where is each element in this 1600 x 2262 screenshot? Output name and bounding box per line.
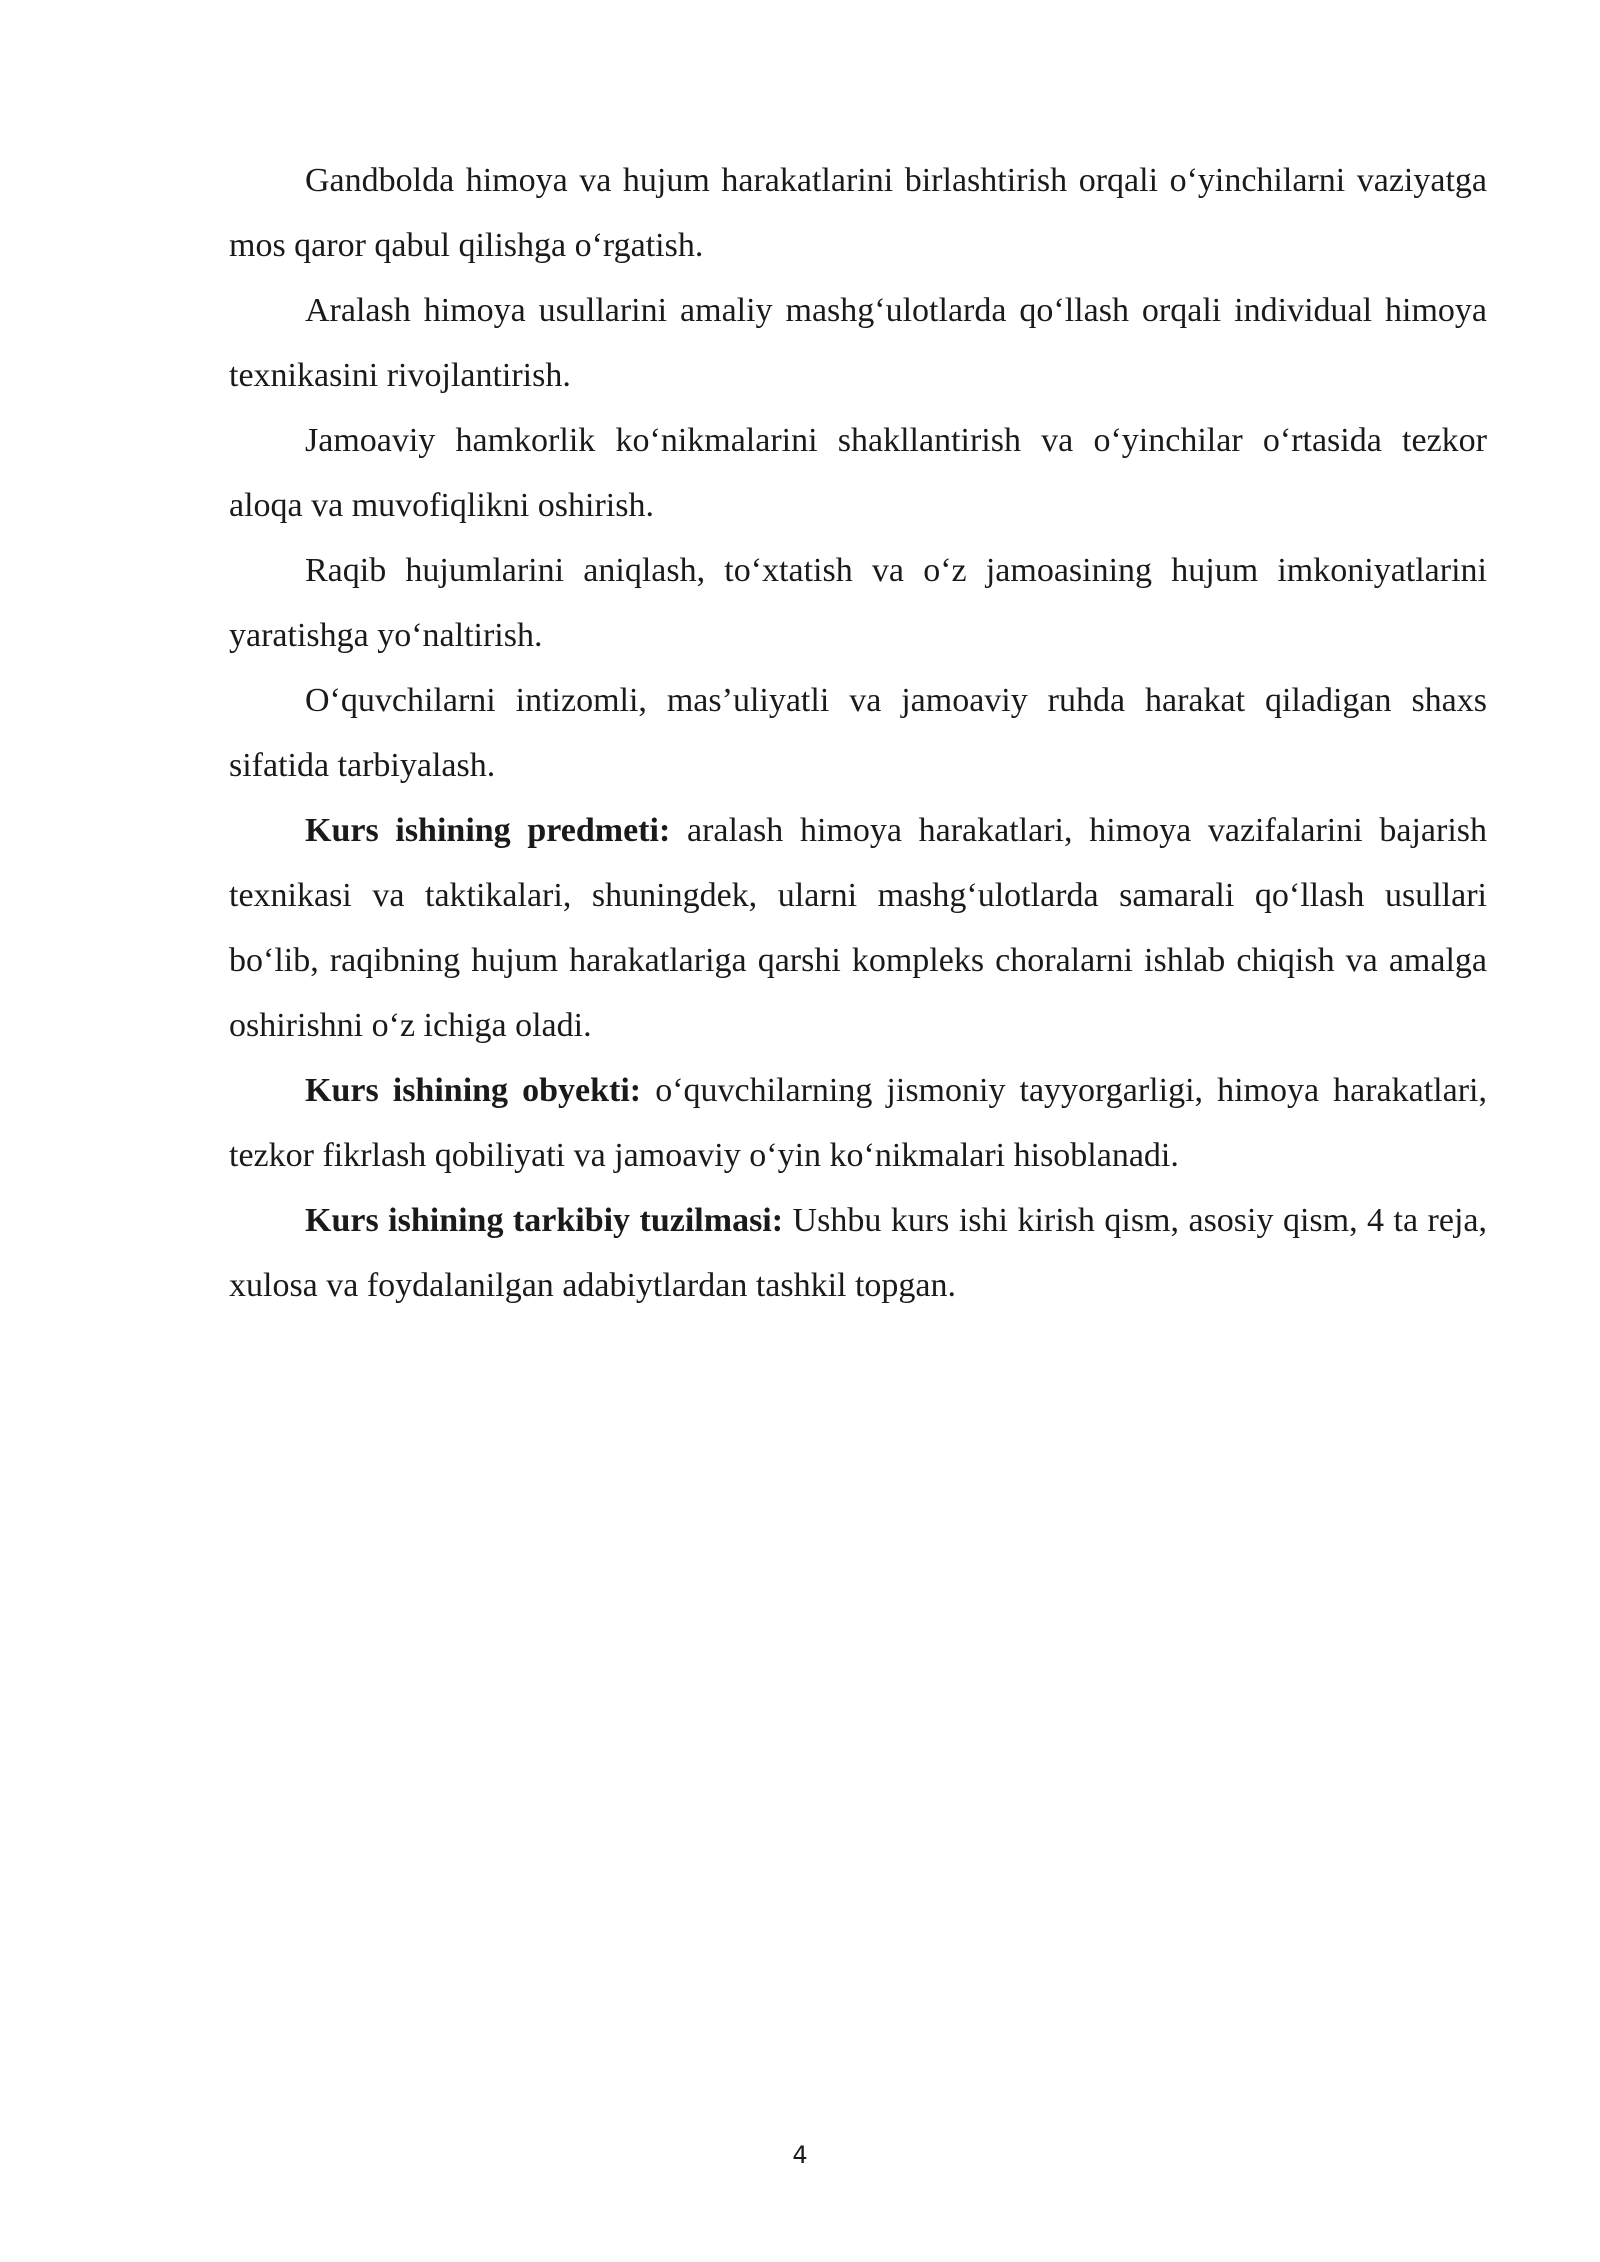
- paragraph-structure: [229, 1188, 1487, 1318]
- paragraph-object: [229, 1058, 1487, 1188]
- paragraph-text: Ushbu kurs ishi kirish qism, asosiy qism, 4 ta reja, xulosa va foydalanilgan adabiytlardan tashkil topgan.: [229, 1202, 1487, 1304]
- paragraph-text: o‘quvchilarning jismoniy tayyorgarligi, himoya harakatlari, tezkor fikrlash qobiliyati va jamoaviy o‘yin ko‘nikmalari hisoblanadi.: [229, 1072, 1487, 1174]
- paragraph-text: aralash himoya harakatlari, himoya vazifalarini bajarish texnikasi va taktikalari, shuningdek, ularni mashg‘ulotlarda samarali qo‘llash usullari bo‘lib, raqibning hujum harakatlariga qarshi kompleks choralarni ishlab chiqish va amalga oshirishni o‘z ichiga oladi.: [229, 812, 1487, 1044]
- paragraph-text: Aralash himoya usullarini amaliy mashg‘ulotlarda qo‘llash orqali individual himoya texnikasini rivojlantirish.: [229, 292, 1487, 394]
- paragraph-text: Jamoaviy hamkorlik ko‘nikmalarini shakllantirish va o‘yinchilar o‘rtasida tezkor aloqa va muvofiqlikni oshirish.: [229, 422, 1487, 524]
- paragraph-goal-3: [229, 408, 1487, 538]
- paragraph-text: O‘quvchilarni intizomli, mas’uliyatli va jamoaviy ruhda harakat qiladigan shaxs sifatida tarbiyalash.: [229, 682, 1487, 784]
- paragraph-label: Kurs ishining tarkibiy tuzilmasi:: [305, 1202, 784, 1239]
- paragraph-subject: [229, 798, 1487, 1058]
- page-number: 4: [792, 2141, 808, 2169]
- paragraph-goal-1: [229, 148, 1487, 278]
- paragraph-text: Gandbolda himoya va hujum harakatlarini birlashtirish orqali o‘yinchilarni vaziyatga mos qaror qabul qilishga o‘rgatish.: [229, 162, 1487, 264]
- paragraph-goal-2: [229, 278, 1487, 408]
- document-body: [229, 148, 1487, 1318]
- paragraph-goal-5: [229, 668, 1487, 798]
- paragraph-label: Kurs ishining predmeti:: [305, 812, 671, 849]
- paragraph-goal-4: [229, 538, 1487, 668]
- paragraph-label: Kurs ishining obyekti:: [305, 1072, 642, 1109]
- paragraph-text: Raqib hujumlarini aniqlash, to‘xtatish va o‘z jamoasining hujum imkoniyatlarini yaratishga yo‘naltirish.: [229, 552, 1487, 654]
